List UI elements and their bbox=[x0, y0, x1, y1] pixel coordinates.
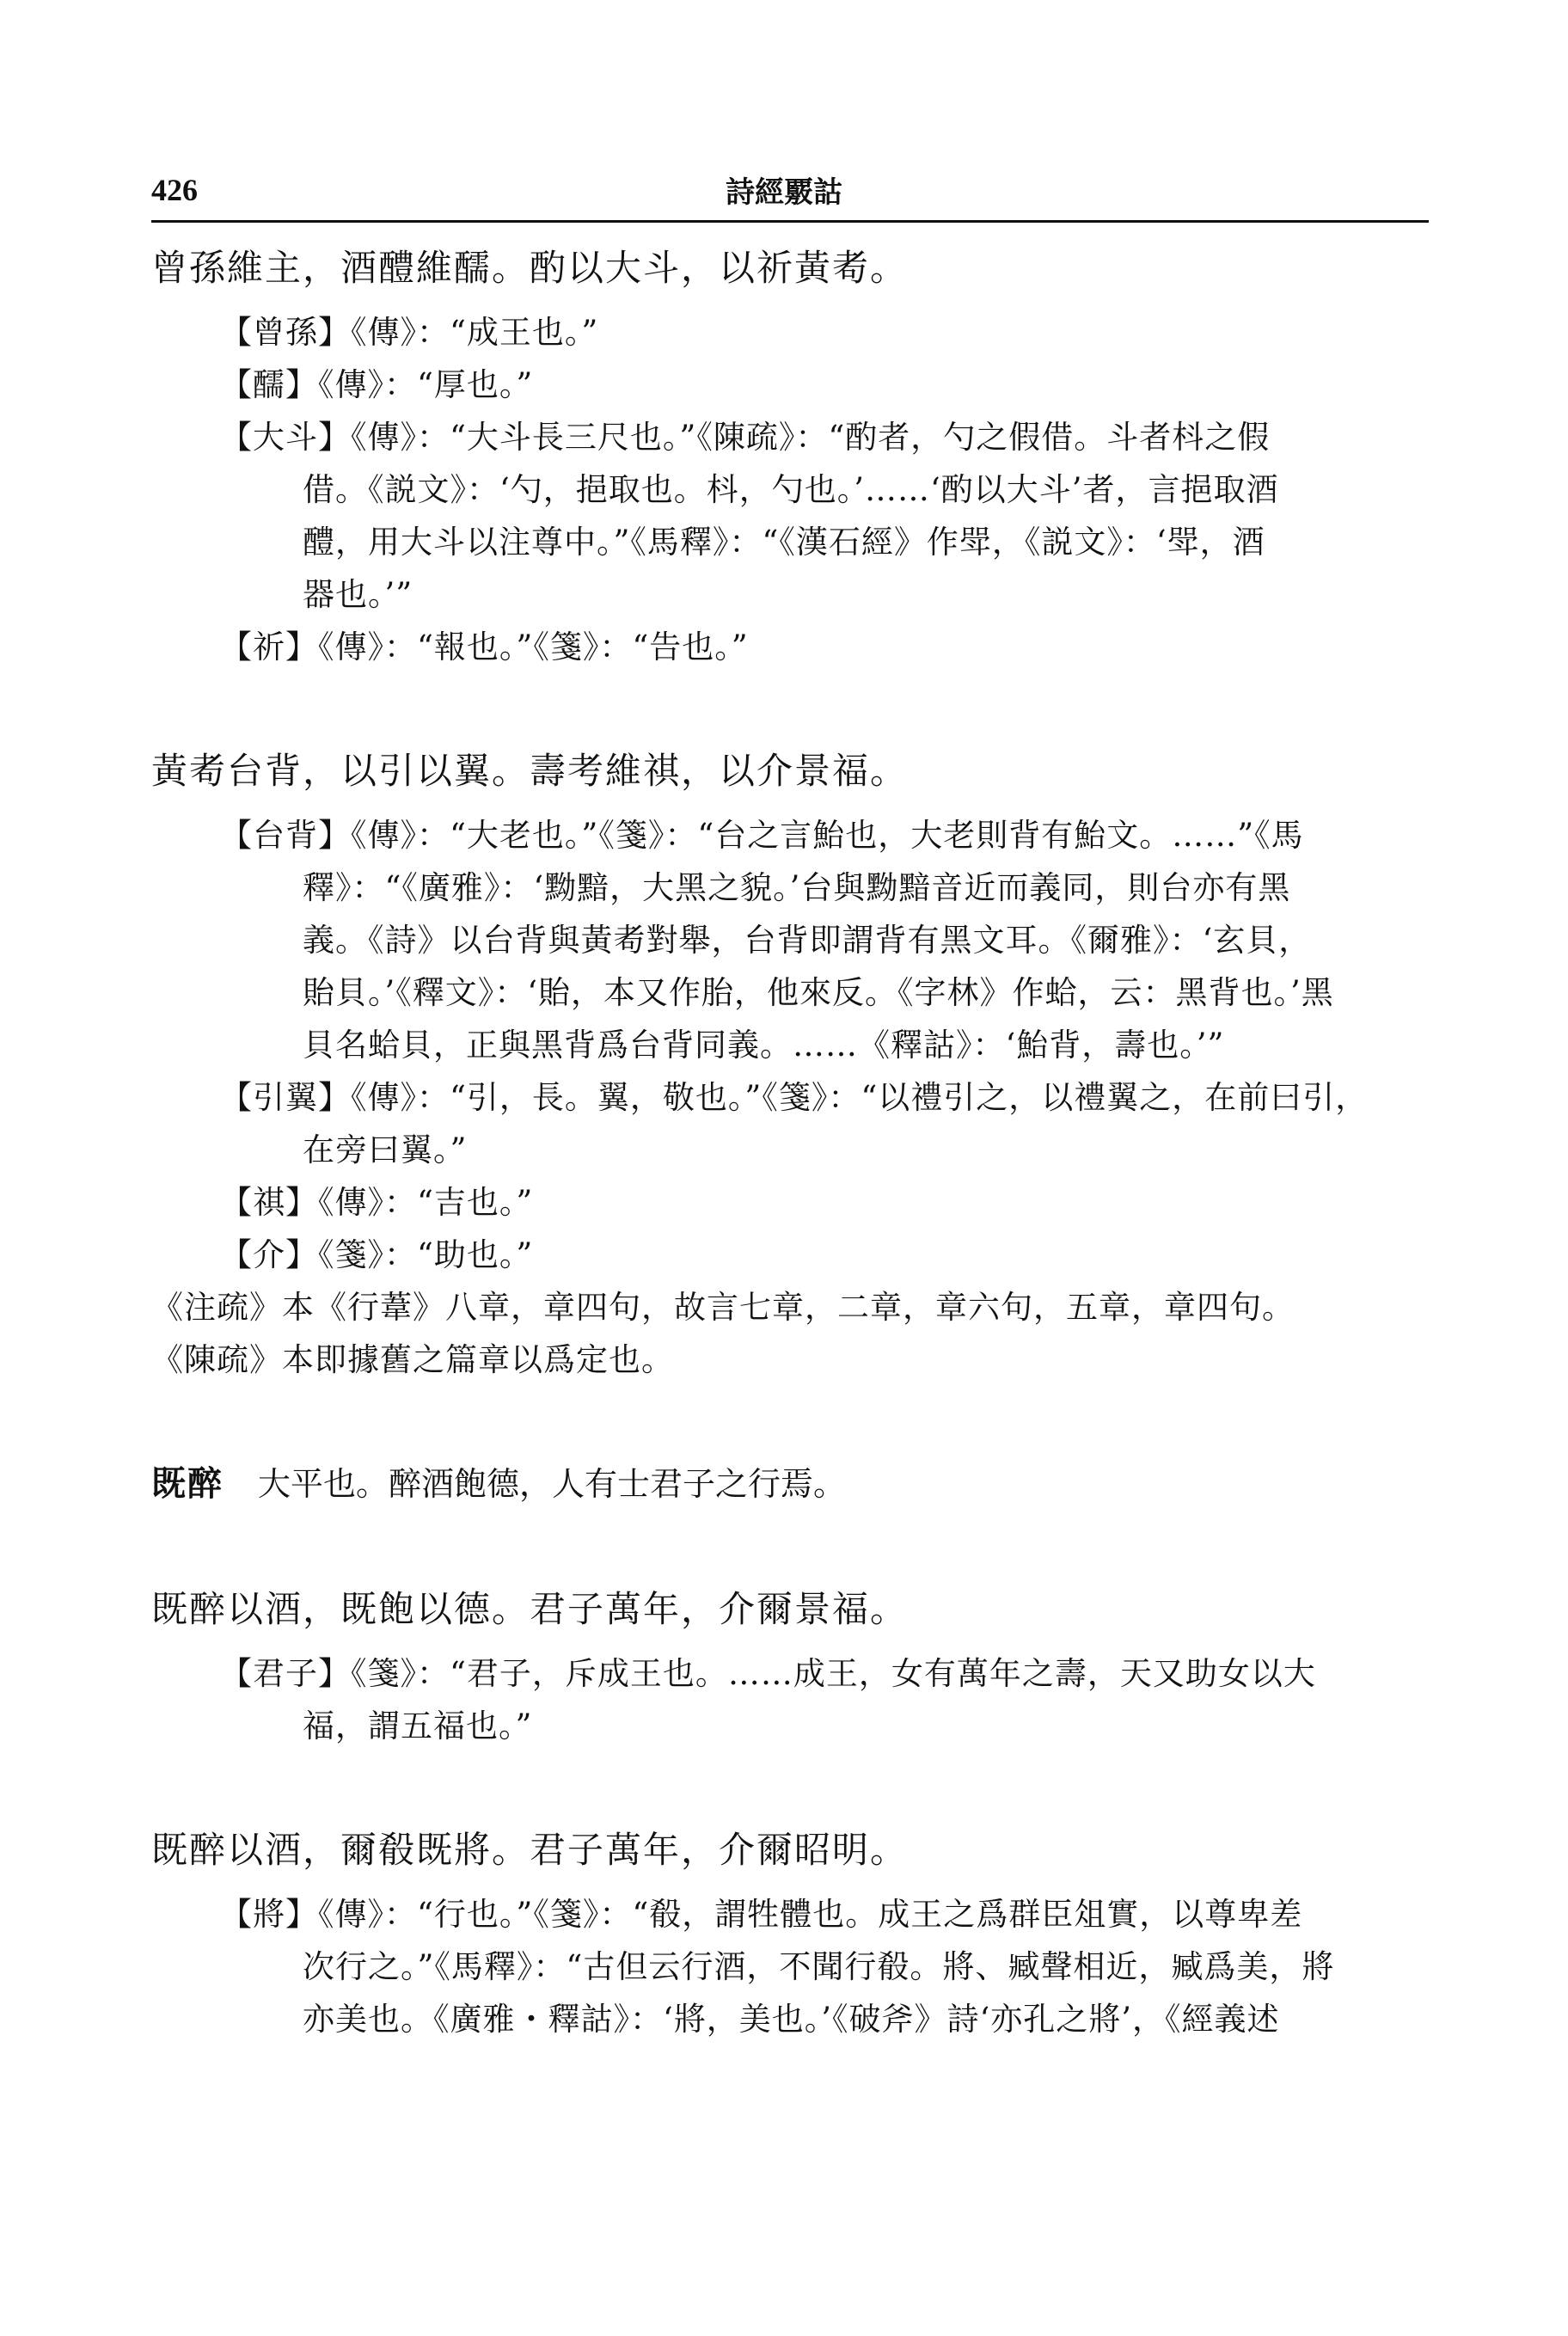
verse-line: 黃耇台背，以引以翼。壽考維祺，以介景福。 bbox=[151, 750, 909, 792]
annotation-junzi bbox=[151, 1647, 1429, 1752]
annotation-line: 器也。’” bbox=[303, 576, 413, 613]
poem-heading bbox=[151, 1456, 1429, 1511]
page-body bbox=[151, 241, 1429, 2045]
annotation-line: 貽貝。’《釋文》：‘貽，本又作胎，他來反。《字林》作蛤，云：黑背也。’黑 bbox=[303, 974, 1334, 1011]
annotation-jie bbox=[151, 1229, 1429, 1281]
annotation-line: 【介】《箋》：“助也。” bbox=[220, 1236, 534, 1273]
annotation-line: 【祺】《傳》：“吉也。” bbox=[220, 1184, 534, 1221]
annotation-line: 在旁曰翼。” bbox=[303, 1131, 468, 1168]
annotation-ru bbox=[151, 359, 1429, 411]
poem-summary: 大平也。醉酒飽德，人有士君子之行焉。 bbox=[258, 1465, 847, 1503]
annotation-line: 【曾孫】《傳》：“成王也。” bbox=[220, 314, 599, 351]
annotation-line: 【台背】《傳》：“大老也。”《箋》：“台之言鮐也，大老則背有鮐文。……”《馬 bbox=[220, 817, 1304, 854]
verse-line: 曾孫維主，酒醴維醹。酌以大斗，以祈黃耇。 bbox=[151, 247, 909, 289]
annotation-yinyi bbox=[151, 1071, 1429, 1176]
annotation-line: 次行之。”《馬釋》：“古但云行酒，不聞行殽。將、臧聲相近，臧爲美，將 bbox=[303, 1948, 1335, 1985]
annotation-line: 【醹】《傳》：“厚也。” bbox=[220, 366, 534, 403]
annotation-qi-auspicious bbox=[151, 1176, 1429, 1229]
annotation-taibei bbox=[151, 809, 1429, 1071]
annotation-line: 【祈】《傳》：“報也。”《箋》：“告也。” bbox=[220, 628, 749, 665]
annotation-jiang bbox=[151, 1888, 1429, 2045]
header-rule bbox=[151, 220, 1429, 223]
annotation-zengsun bbox=[151, 306, 1429, 359]
annotation-line: 【引翼】《傳》：“引，長。翼，敬也。”《箋》：“以禮引之，以禮翼之，在前曰引， bbox=[220, 1079, 1369, 1116]
verse-line: 既醉以酒，既飽以德。君子萬年，介爾景福。 bbox=[151, 1588, 909, 1630]
annotation-line: 貝名蛤貝，正與黑背爲台背同義。……《釋詁》：‘鮐背，壽也。’” bbox=[303, 1027, 1225, 1064]
annotation-line: 釋》：“《廣雅》：‘黝黯，大黑之貌。’台與黝黯音近而義同，則台亦有黑 bbox=[303, 869, 1291, 906]
annotation-line: 醴，用大斗以注尊中。”《馬釋》：“《漢石經》作斝，《説文》：‘斝，酒 bbox=[303, 524, 1265, 561]
annotation-dadou bbox=[151, 411, 1429, 621]
editorial-note-line: 《注疏》本《行葦》八章，章四句，故言七章，二章，章六句，五章，章四句。 bbox=[151, 1289, 1295, 1326]
verse-line: 既醉以酒，爾殽既將。君子萬年，介爾昭明。 bbox=[151, 1829, 909, 1871]
running-title: 詩經覈詁 bbox=[726, 175, 842, 210]
annotation-qi bbox=[151, 621, 1429, 673]
annotation-line: 【君子】《箋》：“君子，斥成王也。……成王，女有萬年之壽，天又助女以大 bbox=[220, 1655, 1316, 1692]
annotation-line: 義。《詩》以台背與黃耇對舉，台背即謂背有黑文耳。《爾雅》：‘玄貝， bbox=[303, 922, 1312, 959]
poem-title: 既醉 bbox=[151, 1463, 224, 1504]
annotation-line: 【將】《傳》：“行也。”《箋》：“殽，謂牲體也。成王之爲群臣俎實，以尊卑差 bbox=[220, 1896, 1303, 1933]
annotation-line: 【大斗】《傳》：“大斗長三尺也。”《陳疏》：“酌者，勺之假借。斗者枓之假 bbox=[220, 419, 1271, 456]
annotation-line: 借。《説文》：‘勺，挹取也。枓，勺也。’……‘酌以大斗’者，言挹取酒 bbox=[303, 471, 1279, 508]
editorial-note-line: 《陳疏》本即據舊之篇章以爲定也。 bbox=[151, 1341, 674, 1378]
annotation-line: 福，謂五福也。” bbox=[303, 1708, 533, 1744]
page-number: 426 bbox=[151, 173, 198, 207]
annotation-line: 亦美也。《廣雅・釋詁》：‘將，美也。’《破斧》詩‘亦孔之將’，《經義述 bbox=[303, 2001, 1280, 2038]
